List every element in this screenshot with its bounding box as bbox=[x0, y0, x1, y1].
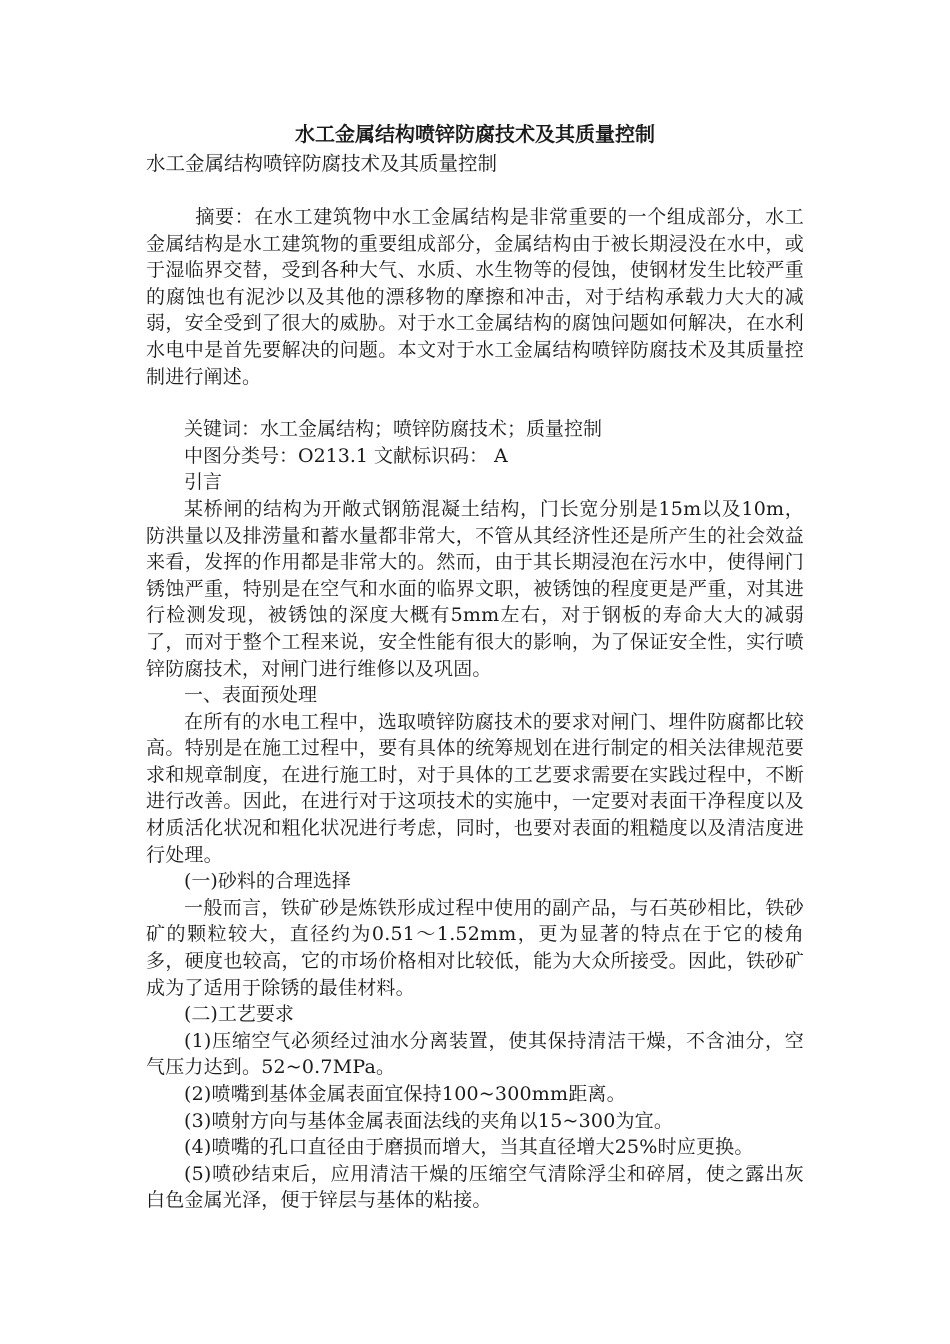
intro-heading: 引言 bbox=[184, 471, 223, 494]
document-subtitle: 水工金属结构喷锌防腐技术及其质量控制 bbox=[146, 152, 498, 175]
list-item: (2)喷嘴到基体金属表面宜保持100~300mm距离。 bbox=[184, 1083, 626, 1105]
list-item: (3)喷射方向与基体金属表面法线的夹角以15~300为宜。 bbox=[184, 1109, 674, 1132]
subsection-heading: (二)工艺要求 bbox=[184, 1003, 294, 1026]
section-paragraph: 在所有的水电工程中，选取喷锌防腐技术的要求对闸门、埋件防腐都比较高。特别是在施工过程中，要有具体的统筹规划在进行制定的相关法律规范要求和规章制度，在进行施工时，对于具体的工艺要求需要在实践过程中，不断进行改善。因此，在进行对于这项技术的实施中，一定要对表面干净程度以及材质活化状况和粗化状况进行考虑，同时，也要对表面的粗糙度以及清洁度进行处理。 bbox=[146, 710, 804, 866]
abstract-paragraph: 摘要：在水工建筑物中水工金属结构是非常重要的一个组成部分，水工金属结构是水工建筑物的重要组成部分，金属结构由于被长期浸没在水中，或于湿临界交替，受到各种大气、水质、水生物等的侵蚀，使钢材发生比较严重的腐蚀也有泥沙以及其他的漂移物的摩擦和冲击，对于结构承载力大大的减弱，安全受到了很大的威胁。对于水工金属结构的腐蚀问题如何解决，在水利水电中是首先要解决的问题。本文对于水工金属结构喷锌防腐技术及其质量控制进行阐述。 bbox=[146, 206, 804, 388]
intro-paragraph: 某桥闸的结构为开敞式钢筋混凝土结构，门长宽分别是15m以及10m，防洪量以及排涝量和蓄水量都非常大，不管从其经济性还是所产生的社会效益来看，发挥的作用都是非常大的。然而，由于其长期浸泡在污水中，使得闸门锈蚀严重，特别是在空气和水面的临界文职，被锈蚀的程度更是严重，对其进行检测发现，被锈蚀的深度大概有5mm左右，对于钢板的寿命大大的减弱了，而对于整个工程来说，安全性能有很大的影响，为了保证安全性，实行喷锌防腐技术，对闸门进行维修以及巩固。 bbox=[146, 497, 804, 680]
classification-line: 中图分类号：O213.1 文献标识码： A bbox=[184, 444, 508, 467]
list-item: (1)压缩空气必须经过油水分离装置，使其保持清洁干燥，不含油分，空气压力达到。52~0.7MPa。 bbox=[146, 1029, 804, 1079]
subsection-heading: (一)砂料的合理选择 bbox=[184, 870, 351, 893]
document-title: 水工金属结构喷锌防腐技术及其质量控制 bbox=[295, 122, 655, 146]
subsection-paragraph: 一般而言，铁矿砂是炼铁形成过程中使用的副产品，与石英砂相比，铁砂矿的颗粒较大，直径约为0.51～1.52mm，更为显著的特点在于它的棱角多，硬度也较高，它的市场价格相对比较低，能为大众所接受。因此，铁砂矿成为了适用于除锈的最佳材料。 bbox=[146, 896, 804, 999]
keywords-line: 关键词：水工金属结构；喷锌防腐技术；质量控制 bbox=[184, 418, 603, 441]
list-item: (5)喷砂结束后，应用清洁干燥的压缩空气清除浮尘和碎屑，使之露出灰白色金属光泽，便于锌层与基体的粘接。 bbox=[146, 1162, 804, 1212]
list-item: (4)喷嘴的孔口直径由于磨损而增大，当其直径增大25%时应更换。 bbox=[184, 1136, 754, 1159]
section-heading: 一、表面预处理 bbox=[184, 684, 318, 707]
